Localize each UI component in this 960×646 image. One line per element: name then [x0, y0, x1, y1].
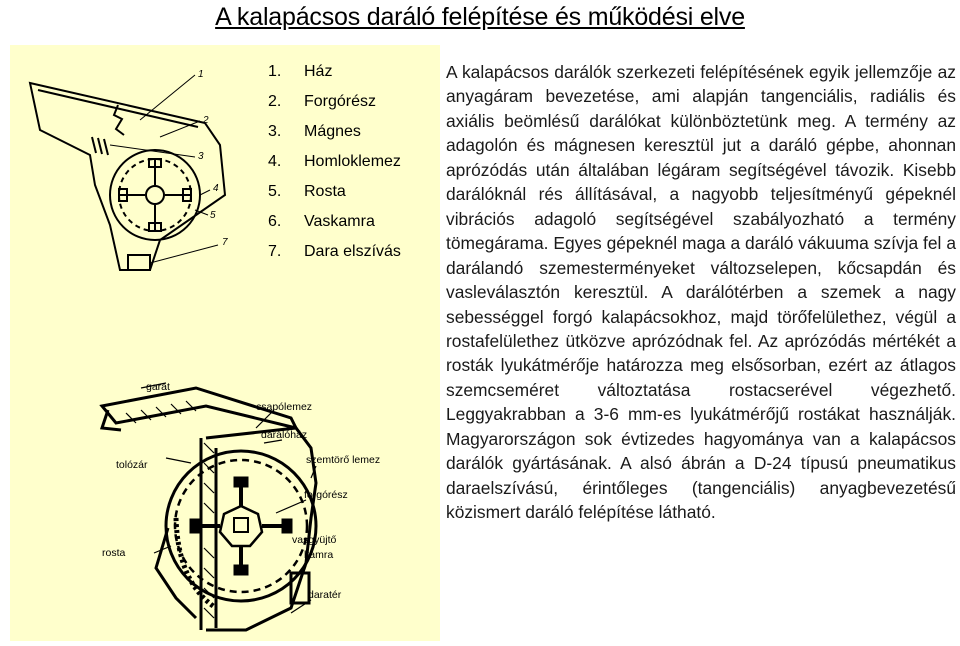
parts-list [268, 62, 401, 272]
list-item: 7. Dara elszívás [268, 243, 401, 260]
part-number-1: 1 [198, 69, 204, 80]
label-garat: garat [146, 381, 170, 393]
list-item: 4. Homloklemez [268, 153, 401, 170]
label-tolozar: tolózár [116, 459, 148, 471]
list-item: 6. Vaskamra [268, 213, 375, 230]
part-number-4: 4 [213, 183, 219, 194]
body-paragraph: A kalapácsos darálók szerkezeti felépítésének egyik jellemzője az anyagáram bevezetése, ami alapján tangenciális, radiális és axiális beömlésű darálókat különböztetünk meg. A termény az adagolón és mágnesen keresztül jut a daráló gépbe, ahonnan aprózódás után általában légáram segítségével távozik. Kisebb darálóknál rés állításával, a nagyobb teljesítményű gépeknél vibrációs adagoló segítségével szabályozható a termény tömegárama. Egyes gépeknél maga a daráló vákuuma szívja fel a darálandó szemesterményeket változselepen, kőcsapdán és vasleválasztón keresztül. A darálótérben a szemek a nagy sebességgel forgó kalapácsokhoz, majd törőfelülethez, végül a rostafelülethez ütközve aprózódnak fel. Az aprózódás mértékét a rosták lyukátmérője határozza meg elsősorban, ezért az átlagos szemcseméret változtatása rostacserével végezhető. Leggyakrabban a 3-6 mm-es lyukátmérőjű rostákat használják. Magyarországon sok évtizedes hagyománya van a kalapácsos darálók gyártásának. A alsó ábrán a D-24 típusú pneumatikus daraelszívású, érintőleges (tangenciális) anyagbevezetésű közismert daráló felépítése látható. [446, 62, 956, 523]
label-rosta: rosta [102, 547, 126, 559]
part-number-2: 2 [203, 115, 209, 126]
label-csapolemez: csapólemez [256, 401, 313, 413]
part-number-5: 5 [210, 210, 216, 221]
part-number-7: 7 [222, 237, 228, 248]
label-daralohaz: darálóház [261, 429, 308, 441]
label-darater: daratér [308, 589, 342, 601]
hammer-mill-diagram-large [96, 368, 416, 638]
label-szemtoro-lemez: szemtörő lemez [306, 454, 381, 466]
part-number-3: 3 [198, 151, 204, 162]
list-item: 1. Ház [268, 63, 333, 80]
label-vasgyujto: vasgyüjtő [292, 534, 337, 546]
label-kamra: kamra [304, 549, 334, 561]
list-item: 5. Rosta [268, 183, 346, 200]
page-title: A kalapácsos daráló felépítése és működési elve [215, 3, 745, 31]
list-item: 2. Forgórész [268, 93, 377, 110]
list-item: 3. Mágnes [268, 123, 361, 140]
hammer-mill-diagram-small [10, 45, 260, 280]
label-forgoresz: forgórész [304, 489, 348, 501]
